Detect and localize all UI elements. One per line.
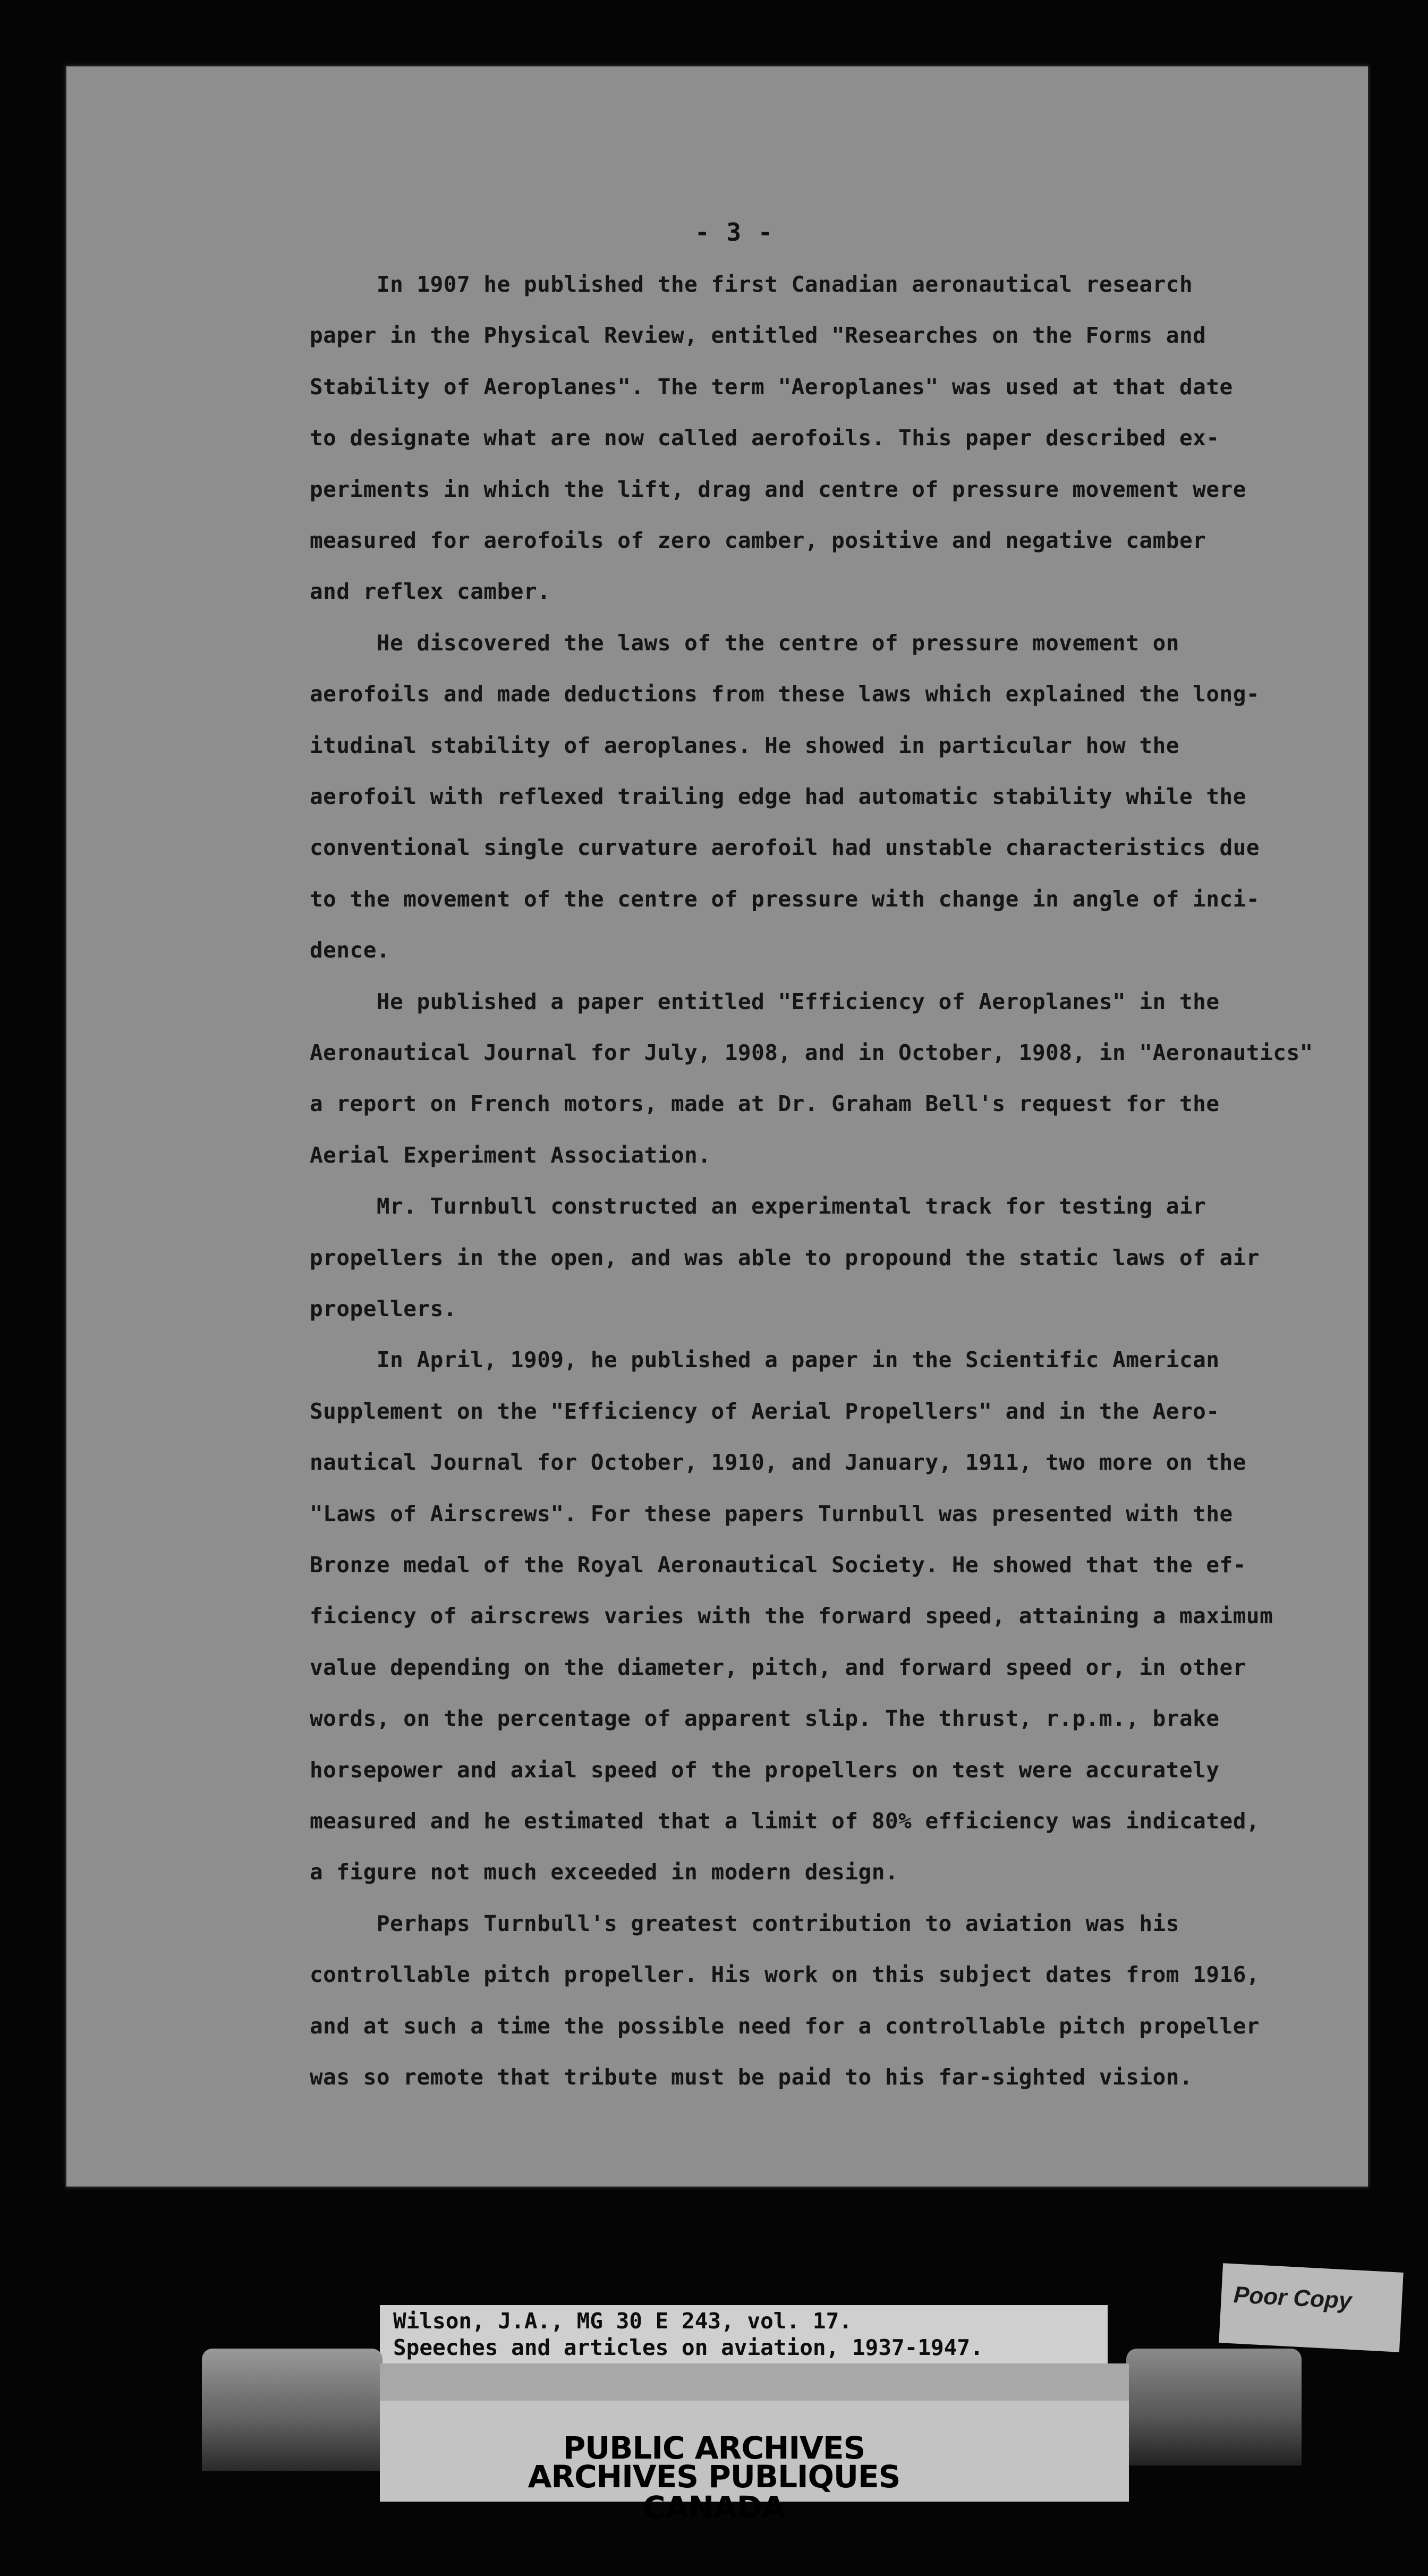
stamp-line-3: CANADA xyxy=(643,2489,785,2526)
text-line: In 1907 he published the first Canadian aeronautical research xyxy=(310,272,1193,297)
text-line: He published a paper entitled "Efficiency of Aeroplanes" in the xyxy=(310,989,1220,1014)
text-line: Supplement on the "Efficiency of Aerial Propellers" and in the Aero- xyxy=(310,1399,1220,1424)
text-line: measured and he estimated that a limit of 80% efficiency was indicated, xyxy=(310,1808,1260,1834)
text-line: "Laws of Airscrews". For these papers Turnbull was presented with the xyxy=(310,1501,1233,1527)
text-line: paper in the Physical Review, entitled "Researches on the Forms and xyxy=(310,323,1206,348)
text-line: Aeronautical Journal for July, 1908, and in October, 1908, in "Aeronautics" xyxy=(310,1040,1313,1065)
text-line: was so remote that tribute must be paid to his far-sighted vision. xyxy=(310,2064,1193,2090)
page-number: - 3 - xyxy=(695,218,774,247)
stamp-line-2: ARCHIVES PUBLIQUES xyxy=(528,2459,900,2495)
archive-label-line-1: Wilson, J.A., MG 30 E 243, vol. 17. xyxy=(393,2308,852,2334)
text-line: Bronze medal of the Royal Aeronautical Society. He showed that the ef- xyxy=(310,1552,1246,1578)
text-line: Perhaps Turnbull's greatest contribution to aviation was his xyxy=(310,1911,1179,1936)
text-line: aerofoils and made deductions from these laws which explained the long- xyxy=(310,681,1260,707)
text-line: a report on French motors, made at Dr. Graham Bell's request for the xyxy=(310,1091,1220,1116)
text-line: conventional single curvature aerofoil had unstable characteristics due xyxy=(310,835,1260,860)
archives-stamp-bar xyxy=(380,2363,1129,2401)
archive-label-line-2: Speeches and articles on aviation, 1937-1947. xyxy=(393,2335,983,2360)
text-line: Mr. Turnbull constructed an experimental track for testing air xyxy=(310,1193,1206,1219)
text-line: controllable pitch propeller. His work on this subject dates from 1916, xyxy=(310,1962,1260,1987)
text-line: Aerial Experiment Association. xyxy=(310,1142,711,1168)
text-line: words, on the percentage of apparent slip. The thrust, r.p.m., brake xyxy=(310,1706,1220,1731)
text-line: Stability of Aeroplanes". The term "Aeroplanes" was used at that date xyxy=(310,374,1233,400)
text-line: periments in which the lift, drag and centre of pressure movement were xyxy=(310,477,1246,502)
text-line: He discovered the laws of the centre of pressure movement on xyxy=(310,630,1179,656)
text-line: aerofoil with reflexed trailing edge had automatic stability while the xyxy=(310,784,1246,809)
text-line: to the movement of the centre of pressure with change in angle of inci- xyxy=(310,886,1260,912)
text-line: to designate what are now called aerofoils. This paper described ex- xyxy=(310,425,1220,451)
text-line: value depending on the diameter, pitch, and forward speed or, in other xyxy=(310,1655,1246,1680)
text-line: horsepower and axial speed of the propellers on test were accurately xyxy=(310,1757,1220,1783)
text-line: itudinal stability of aeroplanes. He showed in particular how the xyxy=(310,733,1179,758)
text-line: and at such a time the possible need for a controllable pitch propeller xyxy=(310,2013,1260,2039)
text-line: a figure not much exceeded in modern design. xyxy=(310,1859,899,1885)
text-line: measured for aerofoils of zero camber, positive and negative camber xyxy=(310,528,1206,553)
text-line: propellers. xyxy=(310,1296,457,1321)
poor-copy-text: Poor Copy xyxy=(1232,2282,1353,2314)
text-line: and reflex camber. xyxy=(310,579,551,604)
text-line: ficiency of airscrews varies with the forward speed, attaining a maximum xyxy=(310,1603,1273,1629)
text-line: dence. xyxy=(310,937,390,963)
stamp-line-1: PUBLIC ARCHIVES xyxy=(563,2430,865,2466)
text-line: propellers in the open, and was able to propound the static laws of air xyxy=(310,1245,1260,1270)
text-line: nautical Journal for October, 1910, and January, 1911, two more on the xyxy=(310,1450,1246,1475)
text-line: In April, 1909, he published a paper in the Scientific American xyxy=(310,1347,1220,1372)
